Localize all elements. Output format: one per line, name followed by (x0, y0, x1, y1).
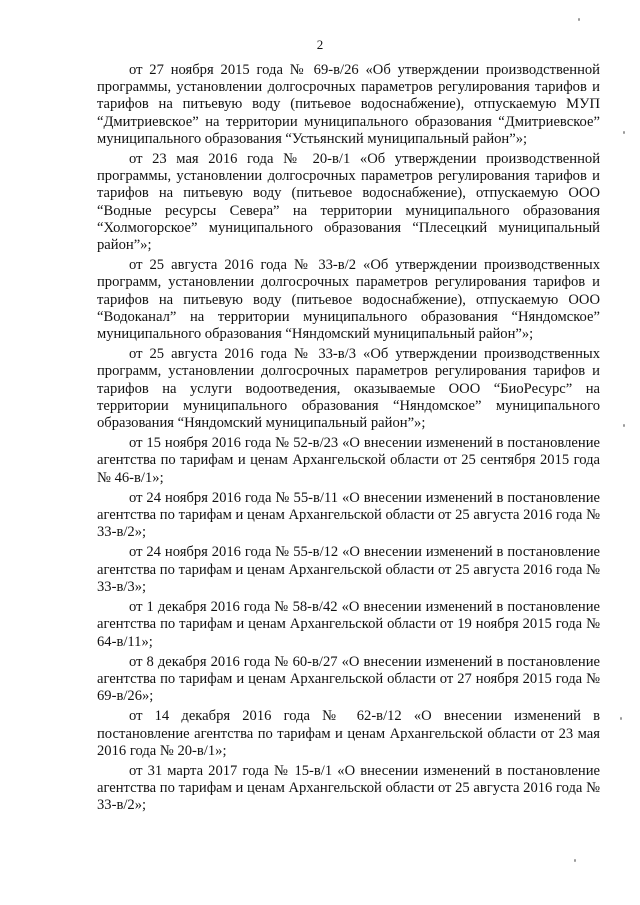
scan-speck (623, 424, 625, 427)
paragraph-resolution-15-v-1: от 31 марта 2017 года № 15-в/1 «О внесении изменений в постановление агентства по тарифам и ценам Архангельской области от 25 августа 2016 года № 33-в/2»; (97, 762, 600, 814)
page-number: 2 (316, 37, 324, 52)
scan-speck (623, 131, 625, 134)
paragraph-resolution-69-v-26: от 27 ноября 2015 года № 69-в/26 «Об утверждении производственной программы, установлении долгосрочных параметров регулирования тарифов и тарифов на питьевую воду (питьевое водоснабжение), отпускаемую МУП “Дмитриевское” на территории муниципального образования “Дмитриевское” муниципального образования “Устьянский муниципальный район”»; (97, 62, 600, 147)
paragraph-resolution-60-v-27: от 8 декабря 2016 года № 60-в/27 «О внесении изменений в постановление агентства по тарифам и ценам Архангельской области от 27 ноября 2015 года № 69-в/26»; (97, 653, 600, 705)
paragraph-resolution-33-v-3: от 25 августа 2016 года № 33-в/3 «Об утверждении производственных программ, установлении долгосрочных параметров регулирования тарифов и тарифов на услуги водоотведения, оказываемые ООО “БиоРесурс” на территории муниципального образования “Няндомское” муниципального образования “Няндомский муниципальный район”»; (97, 346, 600, 432)
scan-speck (574, 859, 576, 862)
paragraph-resolution-55-v-11: от 24 ноября 2016 года № 55-в/11 «О внесении изменений в постановление агентства по тарифам и ценам Архангельской области от 25 августа 2016 года № 33-в/2»; (97, 489, 600, 541)
paragraph-resolution-62-v-12: от 14 декабря 2016 года № 62-в/12 «О внесении изменений в постановление агентства по тарифам и ценам Архангельской области от 23 мая 2016 года № 20-в/1»; (97, 708, 600, 759)
paragraph-resolution-52-v-23: от 15 ноября 2016 года № 52-в/23 «О внесении изменений в постановление агентства по тарифам и ценам Архангельской области от 25 сентября 2015 года № 46-в/1»; (97, 435, 600, 486)
paragraph-resolution-33-v-2: от 25 августа 2016 года № 33-в/2 «Об утверждении производственных программ, установлении долгосрочных параметров регулирования тарифов и тарифов на питьевую воду (питьевое водоснабжение), отпускаемую ООО “Водоканал” на территории муниципального образования “Няндомское” муниципального образования “Няндомский муниципальный район”»; (97, 257, 600, 343)
paragraph-resolution-58-v-42: от 1 декабря 2016 года № 58-в/42 «О внесении изменений в постановление агентства по тарифам и ценам Архангельской области от 19 ноября 2015 года № 64-в/11»; (97, 599, 600, 650)
paragraph-resolution-55-v-12: от 24 ноября 2016 года № 55-в/12 «О внесении изменений в постановление агентства по тарифам и ценам Архангельской области от 25 августа 2016 года № 33-в/3»; (97, 544, 600, 595)
scan-speck (620, 717, 622, 720)
scan-speck (578, 18, 580, 21)
paragraph-resolution-20-v-1: от 23 мая 2016 года № 20-в/1 «Об утверждении производственной программы, установлении долгосрочных параметров регулирования тарифов и тарифов на питьевую воду (питьевое водоснабжение), отпускаемую ООО “Водные ресурсы Севера” на территории муниципального образования “Холмогорское” муниципального образования “Плесецкий муниципальный район”»; (97, 151, 600, 254)
document-body (97, 62, 600, 815)
